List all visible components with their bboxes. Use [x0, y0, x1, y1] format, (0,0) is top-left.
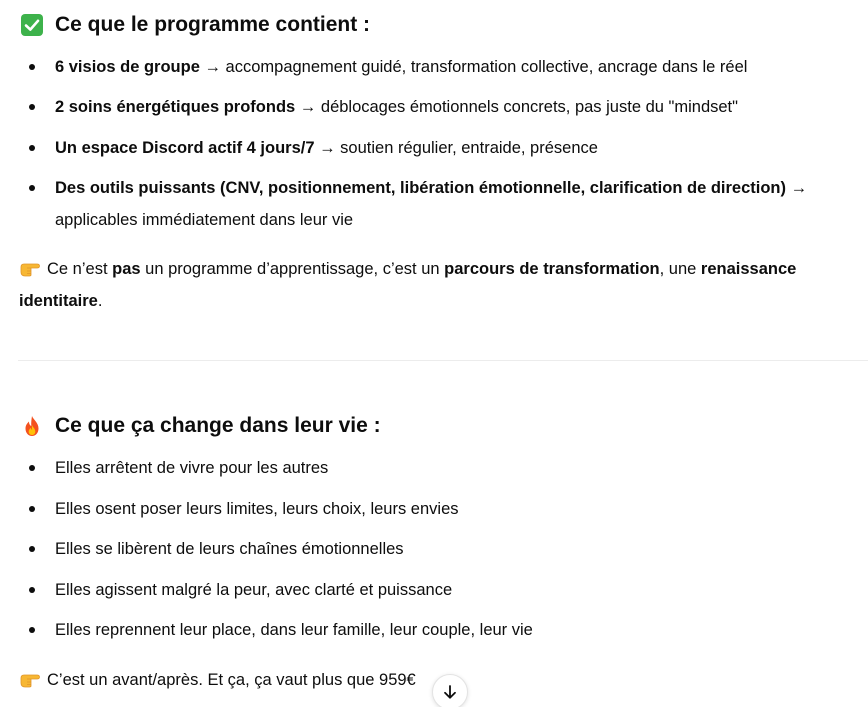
section-heading-life-change [21, 412, 381, 440]
bullet [29, 145, 35, 151]
item-bold-text: 2 soins énergétiques profonds [55, 98, 296, 116]
item-text: Elles arrêtent de vivre pour les autres [55, 459, 329, 477]
bullet [29, 185, 35, 191]
item-bold-text: 6 visios de groupe [55, 58, 200, 76]
section-heading-program [21, 11, 370, 39]
note-text: , une [659, 260, 701, 278]
program-summary-note [19, 253, 859, 317]
bullet [29, 506, 35, 512]
list-item [0, 91, 868, 132]
note-text: un programme d’apprentissage, c’est un [140, 260, 445, 278]
item-text: → déblocages émotionnels concrets, pas juste du "mindset" [295, 98, 739, 116]
horizontal-divider [18, 360, 868, 361]
bullet [29, 465, 35, 471]
item-text: Elles agissent malgré la peur, avec clarté et puissance [55, 580, 453, 599]
note-bold-text: parcours de transformation [444, 260, 660, 278]
item-text: Elles se libèrent de leurs chaînes émotionnelles [55, 540, 404, 558]
item-text: Elles osent poser leurs limites, leurs choix, leurs envies [55, 499, 459, 518]
bullet [29, 587, 35, 593]
item-text: → soutien régulier, entraide, présence [314, 139, 598, 157]
list-item [0, 493, 868, 534]
list-item [0, 132, 868, 172]
list-item [0, 574, 868, 615]
note-text: . [97, 292, 103, 310]
item-text: → accompagnement guidé, transformation collective, ancrage dans le réel [199, 58, 748, 76]
list-item [0, 452, 868, 493]
pointing-hand-icon [19, 670, 41, 688]
item-text: → applicables immédiatement dans leur vie [55, 179, 808, 229]
section-title: Ce que le programme contient : [55, 13, 371, 36]
list-item [0, 51, 868, 91]
list-item [0, 172, 868, 236]
arrow-down-icon [442, 684, 458, 700]
section-title: Ce que ça change dans leur vie : [55, 414, 381, 437]
note-text: C’est un avant/après. Et ça, ça vaut plus que 959€ [47, 671, 416, 689]
life-change-list [0, 452, 868, 655]
scroll-to-bottom-button[interactable] [432, 674, 468, 707]
bullet [29, 104, 35, 110]
bullet [29, 64, 35, 70]
list-item [0, 533, 868, 574]
fire-icon [21, 415, 43, 437]
note-text: Ce n’est [47, 260, 113, 278]
note-bold-text: renaissance identitaire [19, 260, 797, 310]
check-mark-button-icon [21, 14, 43, 36]
item-bold-text: Un espace Discord actif 4 jours/7 [55, 139, 315, 157]
pointing-hand-icon [19, 259, 41, 277]
list-item [0, 614, 868, 655]
bullet [29, 546, 35, 552]
item-text: Elles reprennent leur place, dans leur famille, leur couple, leur vie [55, 621, 533, 639]
note-bold-text: pas [112, 260, 141, 278]
item-bold-text: Des outils puissants (CNV, positionnement, libération émotionnelle, clarification de direction) [55, 179, 787, 197]
bullet [29, 627, 35, 633]
program-contents-list [0, 51, 868, 236]
